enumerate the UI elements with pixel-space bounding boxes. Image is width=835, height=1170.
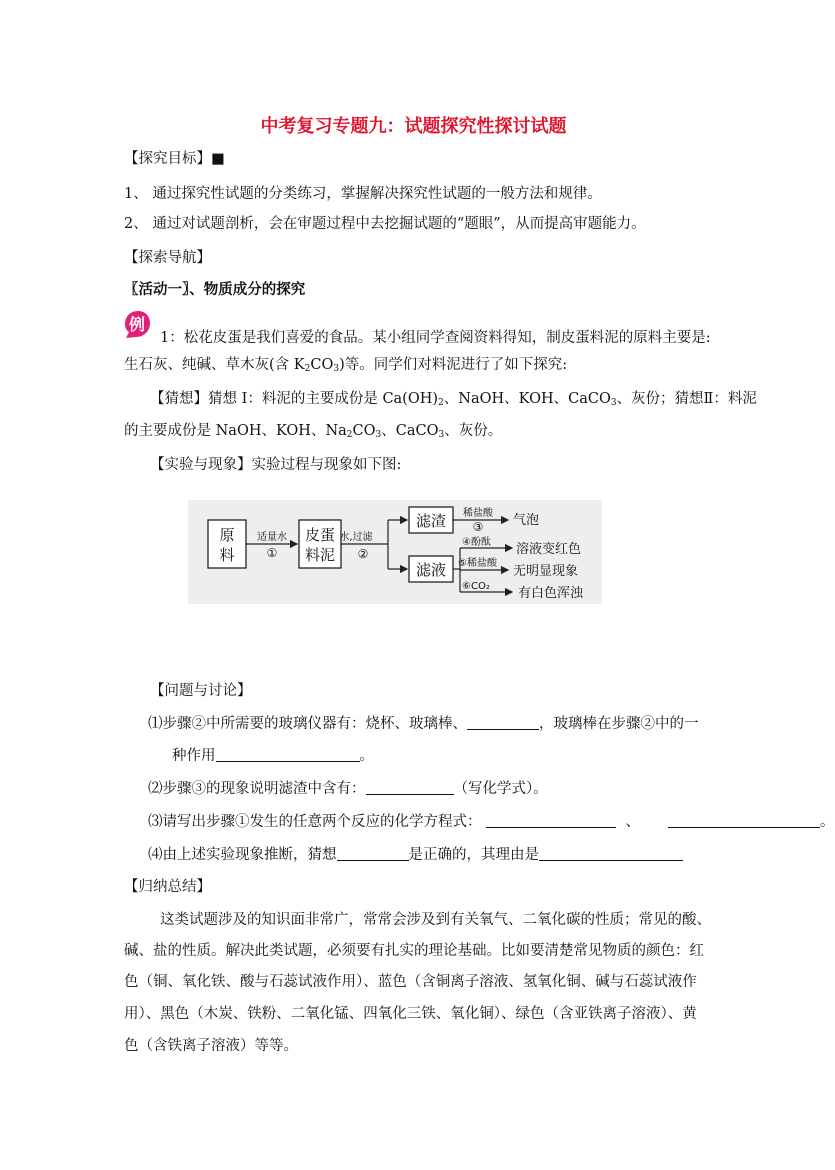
box-mud-label-2: 料泥 (304, 546, 336, 564)
result4-text: 溶液变红色 (516, 542, 582, 557)
result3-text: 气泡 (513, 513, 540, 528)
answer-blank-1[interactable] (467, 715, 539, 730)
answer-blank-2[interactable] (216, 747, 360, 762)
answer-blank-5[interactable] (668, 813, 820, 828)
box-raw-label-1: 原 (219, 526, 235, 544)
summary-line-5: 色（含铁离子溶液）等等。 (124, 1038, 298, 1054)
experiment-flow-diagram (188, 500, 602, 604)
step3-reagent: 稀盐酸 (463, 508, 493, 519)
guide-header: 【探索导航】 (124, 250, 211, 266)
guess-line-1: 【猜想】猜想 I：料泥的主要成份是 $Ca(OH)_2$、NaOH、KOH、CaCO$_3$、灰份；猜想Ⅱ：料泥 (150, 391, 757, 408)
result6-text: 有白色浑浊 (518, 586, 584, 601)
step3-number: ③ (472, 520, 484, 534)
answer-blank-4[interactable] (486, 813, 616, 828)
question-1-line-1: ⑴步骤②中所需要的玻璃仪器有：烧杯、玻璃棒、 ，玻璃棒在步骤②中的一 (148, 716, 699, 732)
summary-header: 【归纳总结】 (124, 879, 211, 895)
example-badge-icon (122, 309, 152, 339)
answer-blank-6[interactable] (337, 846, 409, 861)
goal-2: 2、 通过对试题剖析，会在审题过程中去挖掘试题的“题眼”，从而提高审题能力。 (124, 216, 646, 232)
goal-header: 【探究目标】■ (124, 151, 225, 167)
summary-line-4: 用）、黑色（木炭、铁粉、二氧化锰、四氧化三铁、氧化铜）、绿色（含亚铁离子溶液）、黄 (124, 1006, 697, 1022)
answer-blank-3[interactable] (366, 780, 454, 795)
question-2: ⑵步骤③的现象说明滤渣中含有： （写化学式）。 (148, 781, 548, 797)
result5-text: 无明显现象 (513, 564, 579, 579)
example-badge-label: 例 (128, 315, 146, 334)
box-filtrate-label: 滤液 (415, 561, 447, 579)
step2-number: ② (357, 547, 369, 561)
box-residue-label: 滤渣 (415, 512, 447, 530)
example-line-2: 生石灰、纯碱、草木灰(含 $K_2CO_3$)等。同学们对料泥进行了如下探究: (124, 357, 568, 374)
question-4: ⑷由上述实验现象推断，猜想 是正确的，其理由是 (148, 845, 683, 865)
activity-title: 〖活动一〗、物质成分的探究 (124, 281, 306, 298)
answer-blank-7[interactable] (539, 846, 683, 861)
summary-line-3: 色（铜、氧化铁、酸与石蕊试液作用）、蓝色（含铜离子溶液、氢氧化铜、碱与石蕊试液作 (124, 974, 697, 990)
step4-label: ④酚酞 (462, 537, 491, 548)
box-raw-label-2: 料 (219, 546, 235, 564)
step5-label: ⑤稀盐酸 (458, 558, 497, 569)
experiment-line: 【实验与现象】实验过程与现象如下图: (150, 457, 402, 473)
goal-1: 1、 通过探究性试题的分类练习，掌握解决探究性试题的一般方法和规律。 (124, 186, 602, 202)
summary-line-2: 碱、盐的性质。解决此类试题，必须要有扎实的理论基础。比如要清楚常见物质的颜色：红 (124, 943, 704, 959)
summary-line-1: 这类试题涉及的知识面非常广，常常会涉及到有关氧气、二氧化碳的性质；常见的酸、 (160, 912, 711, 928)
question-1-line-2: 种作用 。 (172, 748, 374, 764)
question-3: ⑶请写出步骤①发生的任意两个反应的化学方程式： 、 。 (148, 814, 835, 830)
questions-header: 【问题与讨论】 (150, 683, 252, 699)
example-line-1: 1：松花皮蛋是我们喜爱的食品。某小组同学查阅资料得知，制皮蛋料泥的原料主要是: (160, 330, 711, 346)
step6-label: ⑥CO₂ (462, 581, 490, 592)
step1-reagent: 适量水 (257, 532, 287, 543)
step2-reagent: 水,过滤 (339, 532, 373, 543)
page-title: 中考复习专题九：试题探究性探讨试题 (260, 116, 567, 137)
step1-number: ① (266, 546, 278, 560)
guess-line-2: 的主要成份是 NaOH、KOH、$Na_2CO_3$、CaCO$_3$、灰份。 (124, 423, 503, 440)
box-mud-label-1: 皮蛋 (304, 526, 336, 544)
